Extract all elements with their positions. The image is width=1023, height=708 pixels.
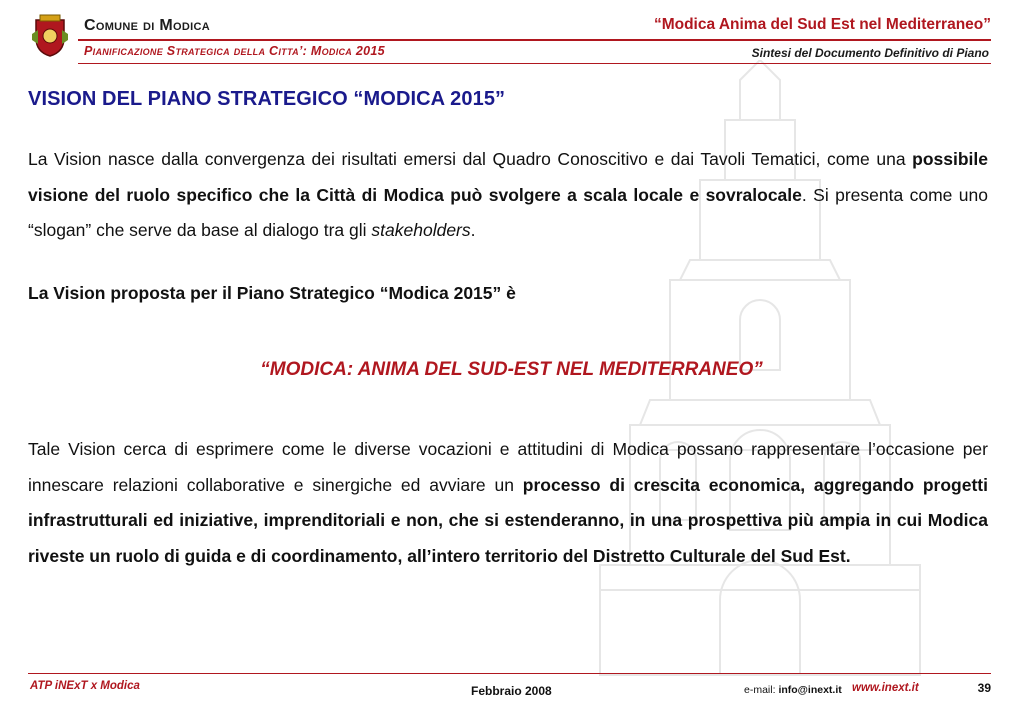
paragraph-vision (28, 432, 988, 574)
paragraph-intro-text: La Vision nasce dalla convergenza dei risultati emersi dal Quadro Conoscitivo e dai Tavoli Tematici, come una (28, 149, 913, 169)
header-document-label: Sintesi del Documento Definitivo di Piano (751, 46, 989, 60)
paragraph-intro (28, 142, 988, 249)
paragraph-intro-bold: possibile visione del ruolo specifico che la Città di Modica può svolgere a scala locale e sovralocale (28, 149, 988, 205)
city-crest-logo (30, 14, 70, 58)
footer-email-link[interactable]: info@inext.it (778, 684, 842, 696)
paragraph-intro-text2: . Si presenta come uno “slogan” che serve da base al dialogo tra gli (28, 184, 989, 240)
footer-date: Febbraio 2008 (471, 684, 552, 698)
footer-brand: ATP iNExT x Modica (30, 680, 140, 692)
header-divider-thin (78, 63, 991, 64)
page-title: VISION DEL PIANO STRATEGICO “MODICA 2015” (28, 88, 506, 110)
vision-slogan: “MODICA: ANIMA DEL SUD-EST NEL MEDITERRANEO” (260, 359, 763, 380)
header-subtitle: Pianificazione Strategica della Citta’: Modica 2015 (84, 44, 385, 58)
footer-email (744, 684, 842, 696)
paragraph-vision-text: Tale Vision cerca di esprimere come le diverse vocazioni e attitudini di Modica possano rappresentare l’occasione per innescare relazioni collaborative e sinergiche ed avviare un (28, 439, 988, 495)
paragraph-intro-italic: stakeholders (371, 220, 471, 240)
paragraph-intro-end: . (470, 220, 476, 240)
footer-divider (28, 673, 991, 674)
header-title: Comune di Modica (84, 17, 210, 34)
header-divider (78, 39, 991, 41)
header-slogan: “Modica Anima del Sud Est nel Mediterraneo” (653, 16, 991, 33)
paragraph-vision-bold: processo di crescita economica, aggregando progetti infrastrutturali ed iniziative, imprenditoriali e non, che si estenderanno, in una prospettiva più ampia in cui Modica riveste un ruolo di guida e di coordinamento, all’intero territorio del Distretto Culturale del Sud Est. (28, 474, 988, 566)
page-number: 39 (977, 681, 991, 695)
vision-lead-text: La Vision proposta per il Piano Strategico “Modica 2015” è (28, 283, 516, 303)
footer-email-label: e-mail: (744, 684, 779, 696)
footer-website-link[interactable]: www.inext.it (852, 682, 919, 694)
